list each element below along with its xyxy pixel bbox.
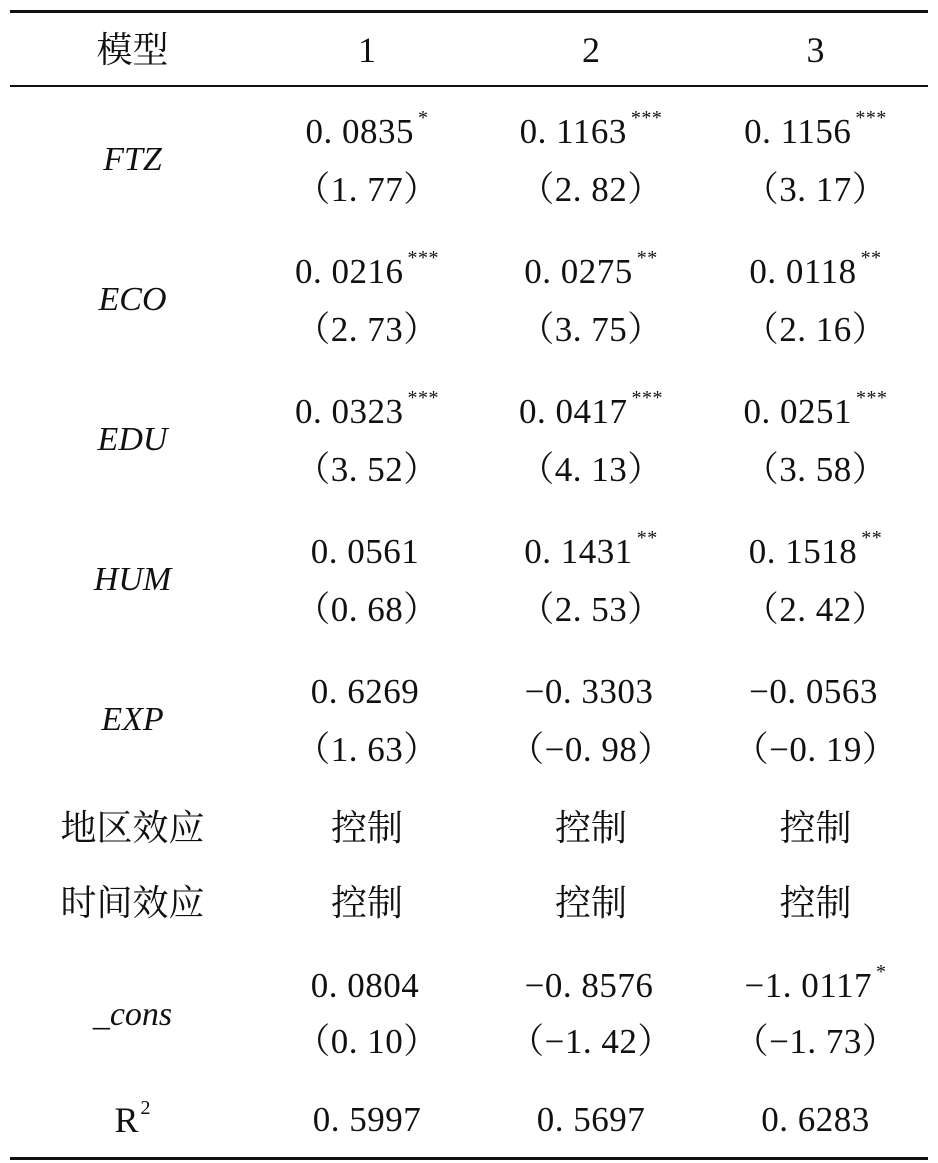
time-effect-1: 控制	[330, 883, 403, 924]
row-label-ftz: FTZ	[103, 141, 162, 178]
region-effect-1: 控制	[330, 808, 403, 849]
row-label-edu: EDU	[97, 421, 168, 458]
coef-exp-2: −0. 3303	[524, 672, 654, 711]
tstat-eco-3: （2. 16）	[743, 310, 888, 349]
coef-eco-2: 0. 0275 **	[524, 247, 658, 291]
r2-value-3: 0. 6283	[761, 1100, 870, 1139]
sig-stars: ***	[630, 107, 663, 129]
tstat-hum-2: （2. 53）	[519, 590, 663, 629]
region-effect-2: 控制	[554, 808, 627, 849]
sig-stars: *	[418, 107, 429, 129]
coef-ftz-1: 0. 0835 *	[305, 107, 429, 151]
coef-exp-3: −0. 0563	[749, 672, 878, 711]
row-label-time-effect: 时间效应	[60, 883, 205, 924]
tstat-ftz-2: （2. 82）	[519, 170, 663, 209]
region-effect-3: 控制	[779, 808, 852, 849]
coef-ftz-3: 0. 1156 ***	[744, 107, 887, 151]
coef-exp-1: 0. 6269	[310, 672, 420, 711]
row-label-eco: ECO	[98, 281, 167, 318]
row-label-hum: HUM	[93, 561, 172, 598]
tstat-edu-3: （3. 58）	[743, 450, 888, 489]
coef-edu-1: 0. 0323 ***	[295, 387, 439, 431]
tstat-exp-3: （−0. 19）	[733, 730, 898, 769]
r2-superscript: 2	[140, 1097, 151, 1119]
table-bottom-rule	[10, 1157, 928, 1160]
tstat-cons-1: （0. 10）	[295, 1022, 439, 1061]
coef-cons-1: 0. 0804	[310, 966, 420, 1005]
row-label-r2: R $^2$	[114, 1097, 151, 1140]
coef-hum-3: 0. 1518 **	[748, 527, 883, 571]
tstat-cons-2: （−1. 42）	[509, 1022, 673, 1061]
header-model-label: 模型	[96, 30, 169, 70]
coef-hum-2: 0. 1431 **	[524, 527, 658, 571]
table-top-rule	[10, 10, 928, 13]
sig-stars: ***	[631, 387, 663, 409]
header-col-3: 3	[806, 30, 825, 70]
coef-hum-1: 0. 0561	[310, 532, 420, 571]
tstat-exp-1: （1. 63）	[295, 730, 439, 769]
coef-edu-3: 0. 0251 ***	[743, 387, 888, 431]
sig-stars: **	[861, 527, 883, 549]
header-col-1: 1	[358, 30, 376, 70]
tstat-eco-2: （3. 75）	[519, 310, 663, 349]
sig-stars: ***	[407, 387, 439, 409]
tstat-eco-1: （2. 73）	[295, 310, 439, 349]
coef-eco-1: 0. 0216 ***	[295, 247, 439, 291]
row-label-exp: EXP	[101, 701, 164, 738]
coef-cons-3: −1. 0117 *	[744, 961, 887, 1005]
tstat-edu-2: （4. 13）	[519, 450, 663, 489]
coef-cons-2: −0. 8576	[524, 966, 654, 1005]
tstat-ftz-3: （3. 17）	[743, 170, 888, 209]
tstat-ftz-1: （1. 77）	[295, 170, 439, 209]
sig-stars: *	[875, 961, 887, 983]
sig-stars: **	[636, 527, 658, 549]
tstat-edu-1: （3. 52）	[295, 450, 439, 489]
sig-stars: **	[860, 247, 882, 269]
row-label-cons: _cons	[92, 996, 173, 1033]
coef-ftz-2: 0. 1163 ***	[519, 107, 663, 151]
header-col-2: 2	[582, 30, 600, 70]
sig-stars: ***	[855, 107, 887, 129]
sig-stars: ***	[856, 387, 888, 409]
time-effect-2: 控制	[554, 883, 627, 924]
r2-value-1: 0. 5997	[312, 1100, 422, 1139]
sig-stars: ***	[407, 247, 439, 269]
tstat-hum-3: （2. 42）	[743, 590, 888, 629]
table-header-rule	[10, 85, 928, 87]
regression-table	[10, 10, 928, 1160]
row-label-region-effect: 地区效应	[60, 808, 205, 849]
tstat-hum-1: （0. 68）	[295, 590, 439, 629]
sig-stars: **	[636, 247, 658, 269]
r2-value-2: 0. 5697	[536, 1100, 646, 1139]
coef-eco-3: 0. 0118 **	[749, 247, 882, 291]
time-effect-3: 控制	[779, 883, 852, 924]
tstat-cons-3: （−1. 73）	[733, 1022, 898, 1061]
tstat-exp-2: （−0. 98）	[509, 730, 673, 769]
coef-edu-2: 0. 0417 ***	[519, 387, 663, 431]
